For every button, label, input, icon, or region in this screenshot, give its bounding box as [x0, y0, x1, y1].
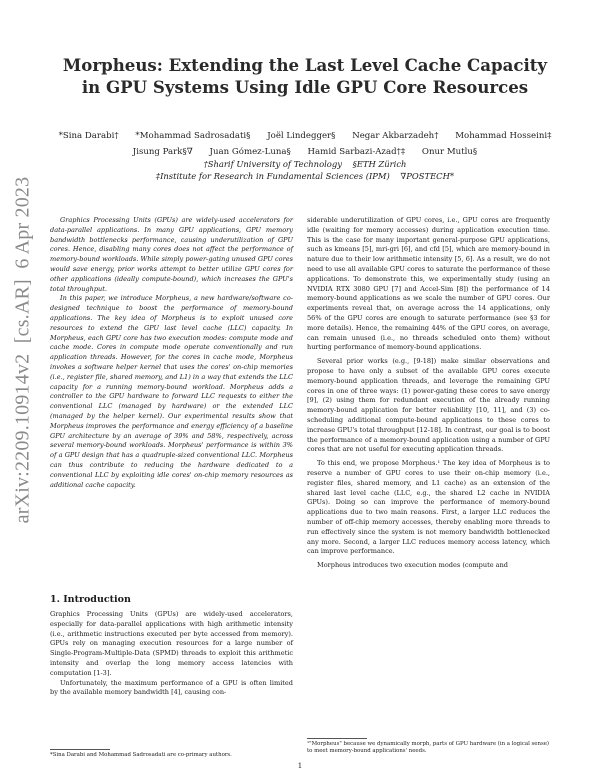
introduction-left-column: [50, 610, 293, 698]
author: Mohammad Hosseini‡: [455, 131, 552, 141]
right-paragraph-1: siderable underutilization of GPU cores, i.e., GPU cores are frequently idle (waiting for memory accesses) during application execution time. This is the case for many important general-purpose GPU applications, such as kmeans [5], mri-gri [6], and cfd [5], which are memory-bound in nature due to their low arithmetic intensity [5, 6]. As a result, we do not need to use all available GPU cores to saturate the performance of these applications. To demonstrate this, we experimentally study (using an NVIDIA RTX 3080 GPU [7] and Accel-Sim [8]) the performance of 14 memory-bound applications as we scale the number of GPU cores. Our experiments reveal that, on average across the 14 applications, only 56% of the GPU cores are enough to saturate performance (see §3 for more details). Hence, the remaining 44% of the GPU cores, on average, can remain unused (i.e., no threads scheduled onto them) without hurting performance of memory-bound applications.: [307, 216, 550, 352]
right-paragraph-4: Morpheus introduces two execution modes (compute and: [317, 561, 508, 570]
author: Juan Gómez-Luna§: [209, 147, 291, 157]
author: Hamid Sarbazi-Azad†‡: [307, 147, 406, 157]
right-paragraph-2: Several prior works (e.g., [9-18]) make similar observations and propose to have only a subset of the available GPU cores execute memory-bound application threads, and leverage the remaining GPU cores in one of three ways: (1) power-gating these cores to save energy [9], (2) using them for redundant execution of the already running memory-bound application for better reliability [10, 11], and (3) co-scheduling additional compute-bound applications to these cores to increase GPU's total throughput [12-18]. In contrast, our goal is to boost the performance of a memory-bound application using a number of GPU cores that are not useful for executing application threads.: [307, 357, 550, 454]
author: Negar Akbarzadeh†: [352, 131, 439, 141]
right-paragraph-3: To this end, we propose Morpheus.¹ The key idea of Morpheus is to reserve a number of GPU cores to use their on-chip memory (i.e., register files, shared memory, and L1 cache) as an extension of the shared last level cache (LLC, e.g., the shared L2 cache in NVIDIA GPUs). Doing so can improve the performance of memory-bound applications due to two main reasons. First, a larger LLC reduces the number of off-chip memory accesses, thereby enabling more threads to run effectively since the system is not memory bandwidth bottlenecked any more. Second, a larger LLC reduces memory access latency, which can improve performance.: [307, 459, 550, 556]
footnote-morpheus-name: ¹"Morpheus" because we dynamically morph, parts of GPU hardware (in a logical sense) to meet memory-bound applications' needs.: [307, 741, 550, 754]
affiliations: [30, 158, 580, 182]
page-number: 1: [297, 762, 303, 770]
section-heading-introduction: 1. Introduction: [50, 594, 131, 605]
abstract: [50, 216, 293, 490]
footnote-rule-left: [50, 749, 110, 750]
author: Jisung Park§∇: [132, 147, 193, 157]
abstract-paragraph-1: Graphics Processing Units (GPUs) are widely-used accelerators for data-parallel applications. In many GPU applications, GPU memory bandwidth bottlenecks performance, causing underutilization of GPU cores. Hence, disabling many cores does not affect the performance of memory-bound workloads. While simply power-gating unused GPU cores would save energy, prior works attempt to better utilize GPU cores for other applications (ideally compute-bound), which increases the GPU's total throughput.: [50, 216, 293, 293]
author-list: [30, 128, 580, 160]
footnote-rule-right: [307, 738, 367, 739]
title-line-2: in GPU Systems Using Idle GPU Core Resources: [81, 77, 529, 97]
affiliation-line-1: †Sharif University of Technology §ETH Zürich: [203, 159, 407, 169]
paper-title: [40, 54, 570, 98]
author: *Sina Darabi†: [58, 131, 119, 141]
abstract-paragraph-2: In this paper, we introduce Morpheus, a new hardware/software co-designed technique to boost the performance of memory-bound applications. The key idea of Morpheus is to exploit unused core resources to extend the GPU last level cache (LLC) capacity. In Morpheus, each GPU core has two execution modes: compute mode and cache mode. Cores in compute mode operate conventionally and run application threads. However, for the cores in cache mode, Morpheus invokes a software helper kernel that uses the cores' on-chip memories (i.e., register file, shared memory, and L1) in a way that extends the LLC capacity for a running memory-bound workload. Morpheus adds a controller to the GPU hardware to forward LLC requests to either the conventional LLC (managed by hardware) or the extended LLC (managed by the helper kernel). Our experimental results show that Morpheus improves the performance and energy efficiency of a baseline GPU architecture by an average of 39% and 58%, respectively, across several memory-bound workloads. Morpheus' performance is within 3% of a GPU design that has a quadruple-sized conventional LLC. Morpheus can thus contribute to reducing the hardware dedicated to a conventional LLC by exploiting idle cores' on-chip memory resources as additional cache capacity.: [50, 294, 293, 489]
footnote-co-primary-authors: *Sina Darabi and Mohammad Sadrosadati are co-primary authors.: [50, 752, 232, 758]
intro-paragraph-1: Graphics Processing Units (GPUs) are widely-used accelerators, especially for data-parallel applications with high arithmetic intensity (i.e., arithmetic instructions executed per byte accessed from memory). GPUs rely on managing execution resources for a large number of Single-Program-Multiple-Data (SPMD) threads to exploit this arithmetic intensity and overlap the long memory access latencies with computation [1-3].: [50, 610, 293, 677]
arxiv-identifier: arXiv:2209.10914v2 [cs.AR] 6 Apr 2023: [11, 176, 34, 524]
arxiv-sidebar: [12, 100, 34, 600]
intro-paragraph-2: Unfortunately, the maximum performance of a GPU is often limited by the available memory bandwidth [4], causing con-: [50, 678, 293, 697]
author: *Mohammad Sadrosadati§: [135, 131, 251, 141]
affiliation-line-2: ‡Institute for Research in Fundamental Sciences (IPM) ∇POSTECH*: [155, 171, 455, 181]
author: Onur Mutlu§: [421, 147, 478, 157]
introduction-right-column: [307, 216, 550, 571]
title-line-1: Morpheus: Extending the Last Level Cache Capacity: [62, 55, 548, 75]
author: Joël Lindegger§: [267, 131, 336, 141]
author-row-1: [30, 128, 580, 144]
